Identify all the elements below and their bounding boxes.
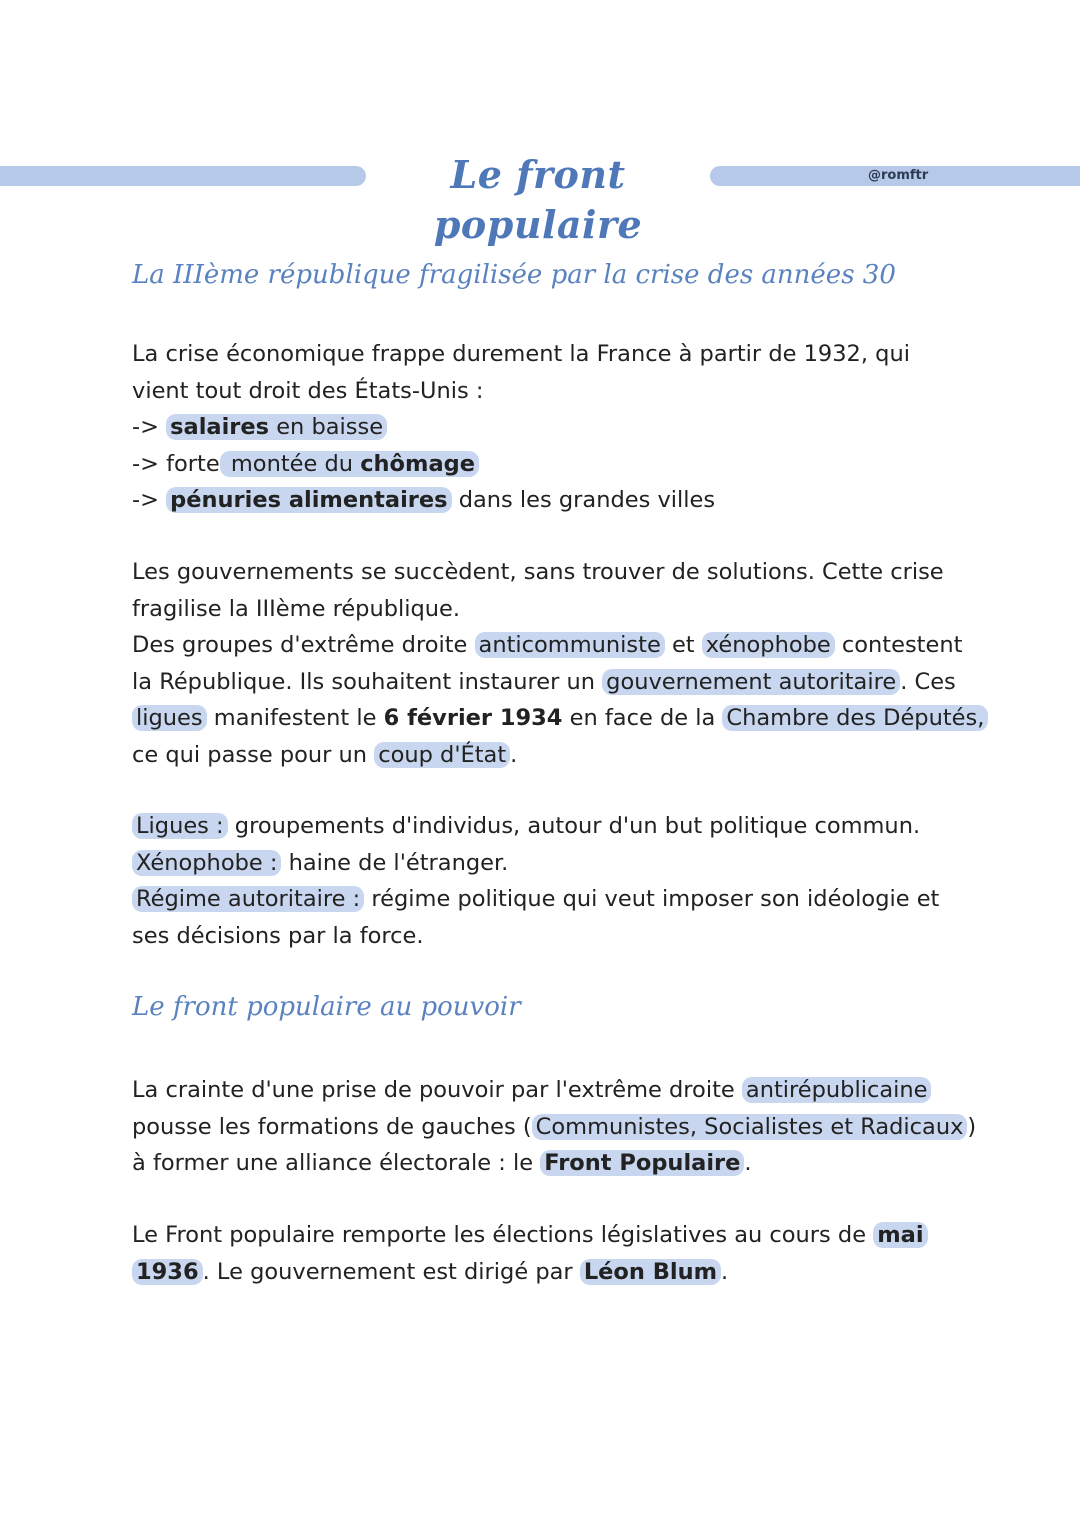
definition-text: groupements d'individus, autour d'un but politique commun. — [227, 813, 921, 839]
text-span: . Ces — [900, 668, 956, 695]
paragraph-alliance — [132, 1072, 977, 1182]
bullet-text: -> forte — [132, 450, 220, 477]
bullet-salaires — [132, 409, 952, 446]
text-line: Les gouvernements se succèdent, sans trouver de solutions. Cette crise — [132, 559, 944, 585]
text-line — [132, 700, 985, 737]
text-line — [132, 627, 963, 664]
highlight-front-populaire: Front Populaire — [540, 1150, 744, 1176]
section-heading-front-populaire: Le front populaire au pouvoir — [132, 992, 521, 1022]
definition-term: Xénophobe : — [132, 850, 281, 876]
text-line: ses décisions par la force. — [132, 922, 424, 949]
definition-text: haine de l'étranger. — [281, 849, 509, 876]
bullet-penuries — [132, 482, 952, 519]
text-span: Le Front populaire remporte les élections législatives au cours de — [132, 1222, 874, 1248]
paragraph-governments — [132, 554, 985, 773]
text-line: vient tout droit des États-Unis : — [132, 377, 484, 404]
text-span: . — [744, 1150, 752, 1176]
title-band — [0, 150, 1080, 247]
text-line: fragilise la IIIème république. — [132, 595, 461, 622]
text-line — [132, 1109, 977, 1146]
text-line — [132, 1217, 952, 1254]
text-span: La crainte d'une prise de pouvoir par l'extrême droite — [132, 1077, 742, 1103]
text-span: à former une alliance électorale : le — [132, 1150, 541, 1176]
text-span: . — [510, 741, 518, 768]
text-span: . — [721, 1258, 729, 1285]
text-line — [132, 737, 952, 774]
highlight-gouvernement-autoritaire: gouvernement autoritaire — [602, 669, 900, 695]
text-line — [132, 1145, 952, 1182]
definition-regime-autoritaire — [132, 881, 952, 918]
paragraph-economic-crisis — [132, 336, 952, 519]
paragraph-elections — [132, 1217, 952, 1290]
definition-term: Régime autoritaire : — [132, 886, 364, 912]
text-span: . Le gouvernement est dirigé par — [202, 1258, 580, 1285]
highlight-parties: Communistes, Socialistes et Radicaux — [532, 1114, 968, 1140]
text-span: Des groupes d'extrême droite — [132, 632, 475, 658]
highlight-1936: 1936 — [132, 1259, 203, 1285]
highlight — [166, 414, 387, 440]
definition-text: régime politique qui veut imposer son idéologie et — [364, 886, 940, 912]
bold-term: chômage — [360, 450, 475, 477]
text-span: ) — [967, 1113, 977, 1140]
definition-xenophobe — [132, 845, 952, 882]
author-handle: @romftr — [868, 168, 929, 183]
highlight-coup-etat: coup d'État — [374, 742, 510, 768]
text-line — [132, 1072, 952, 1109]
highlight-text: en baisse — [269, 414, 384, 440]
text-span: et — [664, 632, 702, 658]
highlight-bold-term: pénuries alimentaires — [166, 487, 451, 513]
highlight-ligues: ligues — [132, 705, 207, 731]
bullet-arrow: -> — [132, 487, 167, 513]
definition-ligues — [132, 808, 952, 845]
text-span: contestent — [834, 632, 963, 658]
text-line: La crise économique frappe durement la France à partir de 1932, qui — [132, 341, 910, 367]
text-span: en face de la — [562, 705, 723, 731]
definitions-block — [132, 808, 952, 954]
page-title: Le front populaire — [433, 152, 643, 247]
title-band-right — [710, 166, 1080, 186]
highlight-antirepublicaine: antirépublicaine — [742, 1077, 932, 1103]
highlight-chambre: Chambre des Députés, — [722, 705, 988, 731]
highlight — [220, 451, 479, 477]
highlight-text: montée du — [223, 450, 361, 477]
bold-term: salaires — [170, 414, 270, 440]
title-band-left — [0, 166, 366, 186]
definition-term: Ligues : — [132, 813, 228, 839]
highlight-anticommuniste: anticommuniste — [475, 632, 665, 658]
text-span: manifestent le — [206, 705, 384, 731]
text-line — [132, 1254, 952, 1291]
bullet-chomage — [132, 446, 952, 483]
text-span: ce qui passe pour un — [132, 741, 375, 768]
bullet-arrow: -> — [132, 414, 167, 440]
bold-date: 6 février 1934 — [383, 705, 563, 731]
highlight-mai: mai — [873, 1222, 927, 1248]
highlight-xenophobe: xénophobe — [702, 632, 835, 658]
text-line — [132, 664, 956, 701]
bullet-text: dans les grandes villes — [451, 487, 716, 513]
text-span: pousse les formations de gauches ( — [132, 1113, 532, 1140]
highlight-leon-blum: Léon Blum — [580, 1259, 721, 1285]
text-span: la République. Ils souhaitent instaurer un — [132, 668, 603, 695]
section-heading-crisis: La IIIème république fragilisée par la crise des années 30 — [132, 260, 896, 290]
